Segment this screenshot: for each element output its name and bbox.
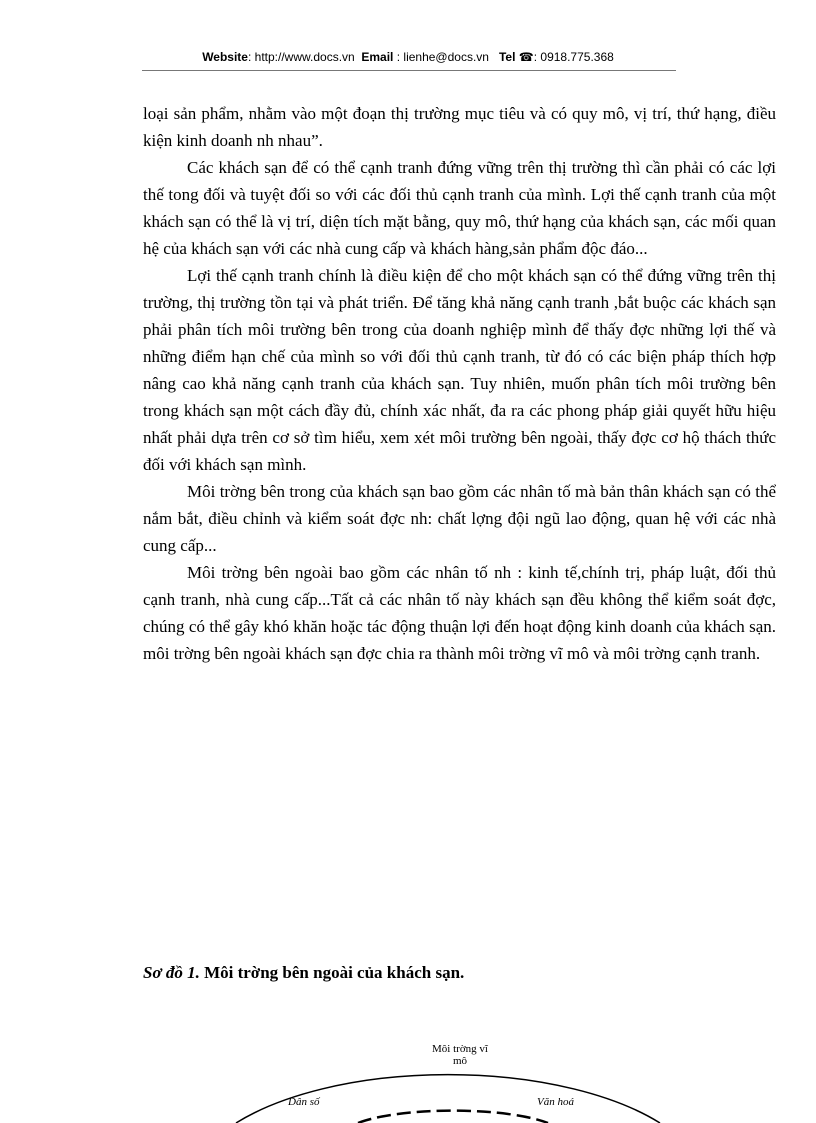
macro-label-line2: mô: [452, 1055, 468, 1067]
tel-label: Tel: [498, 50, 516, 64]
inner-arc: [358, 1111, 548, 1123]
paragraph: Môi trờng bên trong của khách sạn bao gồm các nhân tố mà bản thân khách sạn có thể nắm bắt, điều chỉnh và kiểm soát đợc nh: chất lợng đội ngũ lao động, quan hệ với các nhà cung cấp...: [143, 482, 776, 555]
website-value: : http://www.docs.vn: [247, 50, 355, 64]
macro-label-line1: Môi trờng vĩ: [432, 1043, 488, 1055]
paragraph: Môi trờng bên ngoài bao gồm các nhân tố nh : kinh tế,chính trị, pháp luật, đối thủ cạnh tranh, nhà cung cấp...Tất cả các nhân tố này khách sạn đều không thể kiểm soát đợc, chúng có thể gây khó khăn hoặc tác động thuận lợi đến hoạt động kinh doanh của khách sạn. môi trờng bên ngoài khách sạn đợc chia ra thành môi trờng vĩ mô và môi trờng cạnh tranh.: [143, 563, 776, 663]
macro-environment-label: [405, 1043, 515, 1067]
caption-text: Môi trờng bên ngoài của khách sạn.: [199, 963, 465, 982]
email-label: Email: [361, 50, 394, 64]
tel-value: : 0918.775.368: [533, 50, 614, 64]
population-label: Dân số: [288, 1096, 320, 1108]
email-value: : lienhe@docs.vn: [396, 50, 489, 64]
paragraph: Lợi thế cạnh tranh chính là điều kiện để cho một khách sạn có thể đứng vững trên thị trường, thị trường tồn tại và phát triển. Để tăng khả năng cạnh tranh ,bắt buộc các khách sạn phải phân tích môi trường bên trong của doanh nghiệp mình để thấy đợc những lợi thế và những điểm hạn chế của mình so với đối thủ cạnh tranh, từ đó có các biện pháp thích hợp nâng cao khả năng cạnh tranh của khách sạn. Tuy nhiên, muốn phân tích môi trường bên trong khách sạn một cách đầy đủ, chính xác nhất, đa ra các phong pháp giải quyết hữu hiệu nhất phải dựa trên cơ sở tìm hiểu, xem xét môi trường bên ngoài, thấy đợc cơ hộ thách thức đối với khách sạn mình.: [143, 266, 776, 474]
phone-icon: ☎: [518, 50, 534, 64]
paragraph: Các khách sạn để có thể cạnh tranh đứng vững trên thị trường thì cần phải có các lợi thế tong đối và tuyệt đối so với các đối thủ cạnh tranh của mình. Lợi thế cạnh tranh của một khách sạn có thể là vị trí, diện tích mặt bằng, quy mô, thứ hạng của khách sạn, các mối quan hệ của khách sạn với các nhà cung cấp và khách hàng,sản phẩm độc đáo...: [143, 158, 776, 258]
website-label: Website: [202, 50, 248, 64]
paragraph: loại sản phẩm, nhằm vào một đoạn thị trường mục tiêu và có quy mô, vị trí, thứ hạng, điều kiện kinh doanh nh nhau”.: [143, 104, 776, 150]
culture-label: Văn hoá: [537, 1096, 574, 1108]
caption-label: Sơ đồ 1.: [143, 963, 200, 982]
